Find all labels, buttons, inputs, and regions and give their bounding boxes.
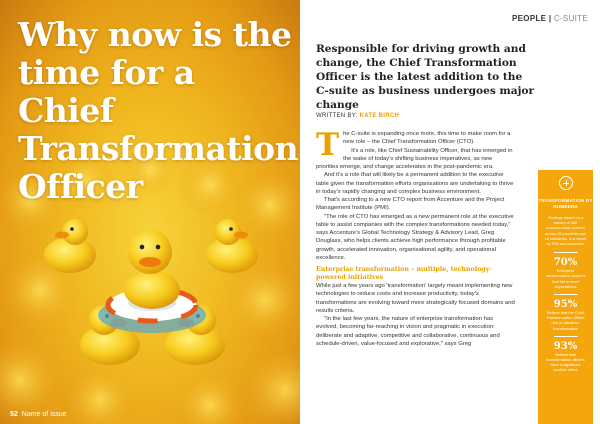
- section-tag: PEOPLE | C-SUITE: [512, 14, 588, 23]
- sidebar-divider: [554, 252, 578, 253]
- drop-cap: T: [316, 127, 340, 163]
- stat-description: Believe that the Chief Transformation Officer role is critical for transformation: [546, 310, 585, 331]
- stat-description: Enterprise transformation projects that fail to meet expectations: [545, 268, 586, 289]
- page-folio: [10, 411, 67, 418]
- section-name: PEOPLE: [512, 14, 547, 23]
- sidebar-note: Findings based on a survey of 350 transformation leaders across 25 countries and 18 industries, in a report by PMI and Accenture: [544, 215, 587, 247]
- stat-description: Believe that transformation officers have a significant positive effect: [546, 351, 585, 373]
- body-paragraph: That's according to a new CTO report from Accenture and the Project Management Institute (PMI).: [316, 197, 505, 212]
- sidebar-divider: [554, 294, 578, 295]
- body-paragraph: "In the last few years, the nature of enterprise transformation has evolved, becoming far-reaching in vision and pragmatic in execution: deliberate and adaptive, competitive and collaborative, continuous and schedule-driven, value-focused and explorative," says Greg: [316, 316, 500, 347]
- body-paragraph: "The role of CTO has emerged as a new permanent role at the executive table to assist companies with the complex transformations needed today," says Accenture's Global Technology Strategy & Advisory Lead, Greg Douglass, who helps clients achieve high performance through profitable growth, accelerated innovation, organisational agility, and operational excellence.: [316, 213, 514, 261]
- stat-value: 70%: [553, 257, 578, 269]
- body-paragraph: And it's a role that will likely be a permanent addition to the executive table given the transformation efforts organisations are undertaking to thrive in today's rapidly changing and complex business environment.: [316, 172, 514, 195]
- issue-label: Name of issue: [21, 411, 67, 418]
- byline: [316, 113, 399, 119]
- body-paragraph: While just a few years ago 'transformation' largely meant implementing new technologies to reduce costs and increase productivity, today's transformations are evolving toward more strategically focused domains and results criteria.: [316, 283, 515, 314]
- article-headline: Why now is the time for a Chief Transformation Officer: [18, 15, 299, 206]
- stat-value: 95%: [553, 299, 578, 311]
- article-body: [316, 127, 516, 348]
- body-paragraph: he C-suite is expanding once more, this time to make room for a new role – the Chief Transformation Officer (CTO).: [343, 131, 511, 146]
- byline-label: WRITTEN BY:: [316, 113, 358, 119]
- standfirst: Responsible for driving growth and change, the Chief Transformation Officer is the latest addition to the C-suite as business undergoes major change: [316, 43, 535, 111]
- stat-value: 93%: [553, 340, 578, 352]
- sidebar-title: TRANSFORMATION BY NUMBERS: [538, 198, 593, 209]
- body-subhead: Enterprise transformation – multiple, technology-powered initiatives: [316, 266, 492, 281]
- sidebar-divider: [554, 336, 578, 337]
- section-subname: C-SUITE: [553, 14, 588, 23]
- page-number: 52: [10, 411, 18, 418]
- plus-icon: [559, 176, 573, 190]
- stats-sidebar: [538, 170, 593, 424]
- byline-author: KATE BIRCH: [359, 113, 400, 119]
- body-paragraph: It's a role, like Chief Sustainability Officer, that has emerged in the wake of today's shifting business imperatives, as new priorities emerge, and change accelerates in the post-pandemic era.: [316, 147, 513, 170]
- article-text-page: [300, 0, 600, 424]
